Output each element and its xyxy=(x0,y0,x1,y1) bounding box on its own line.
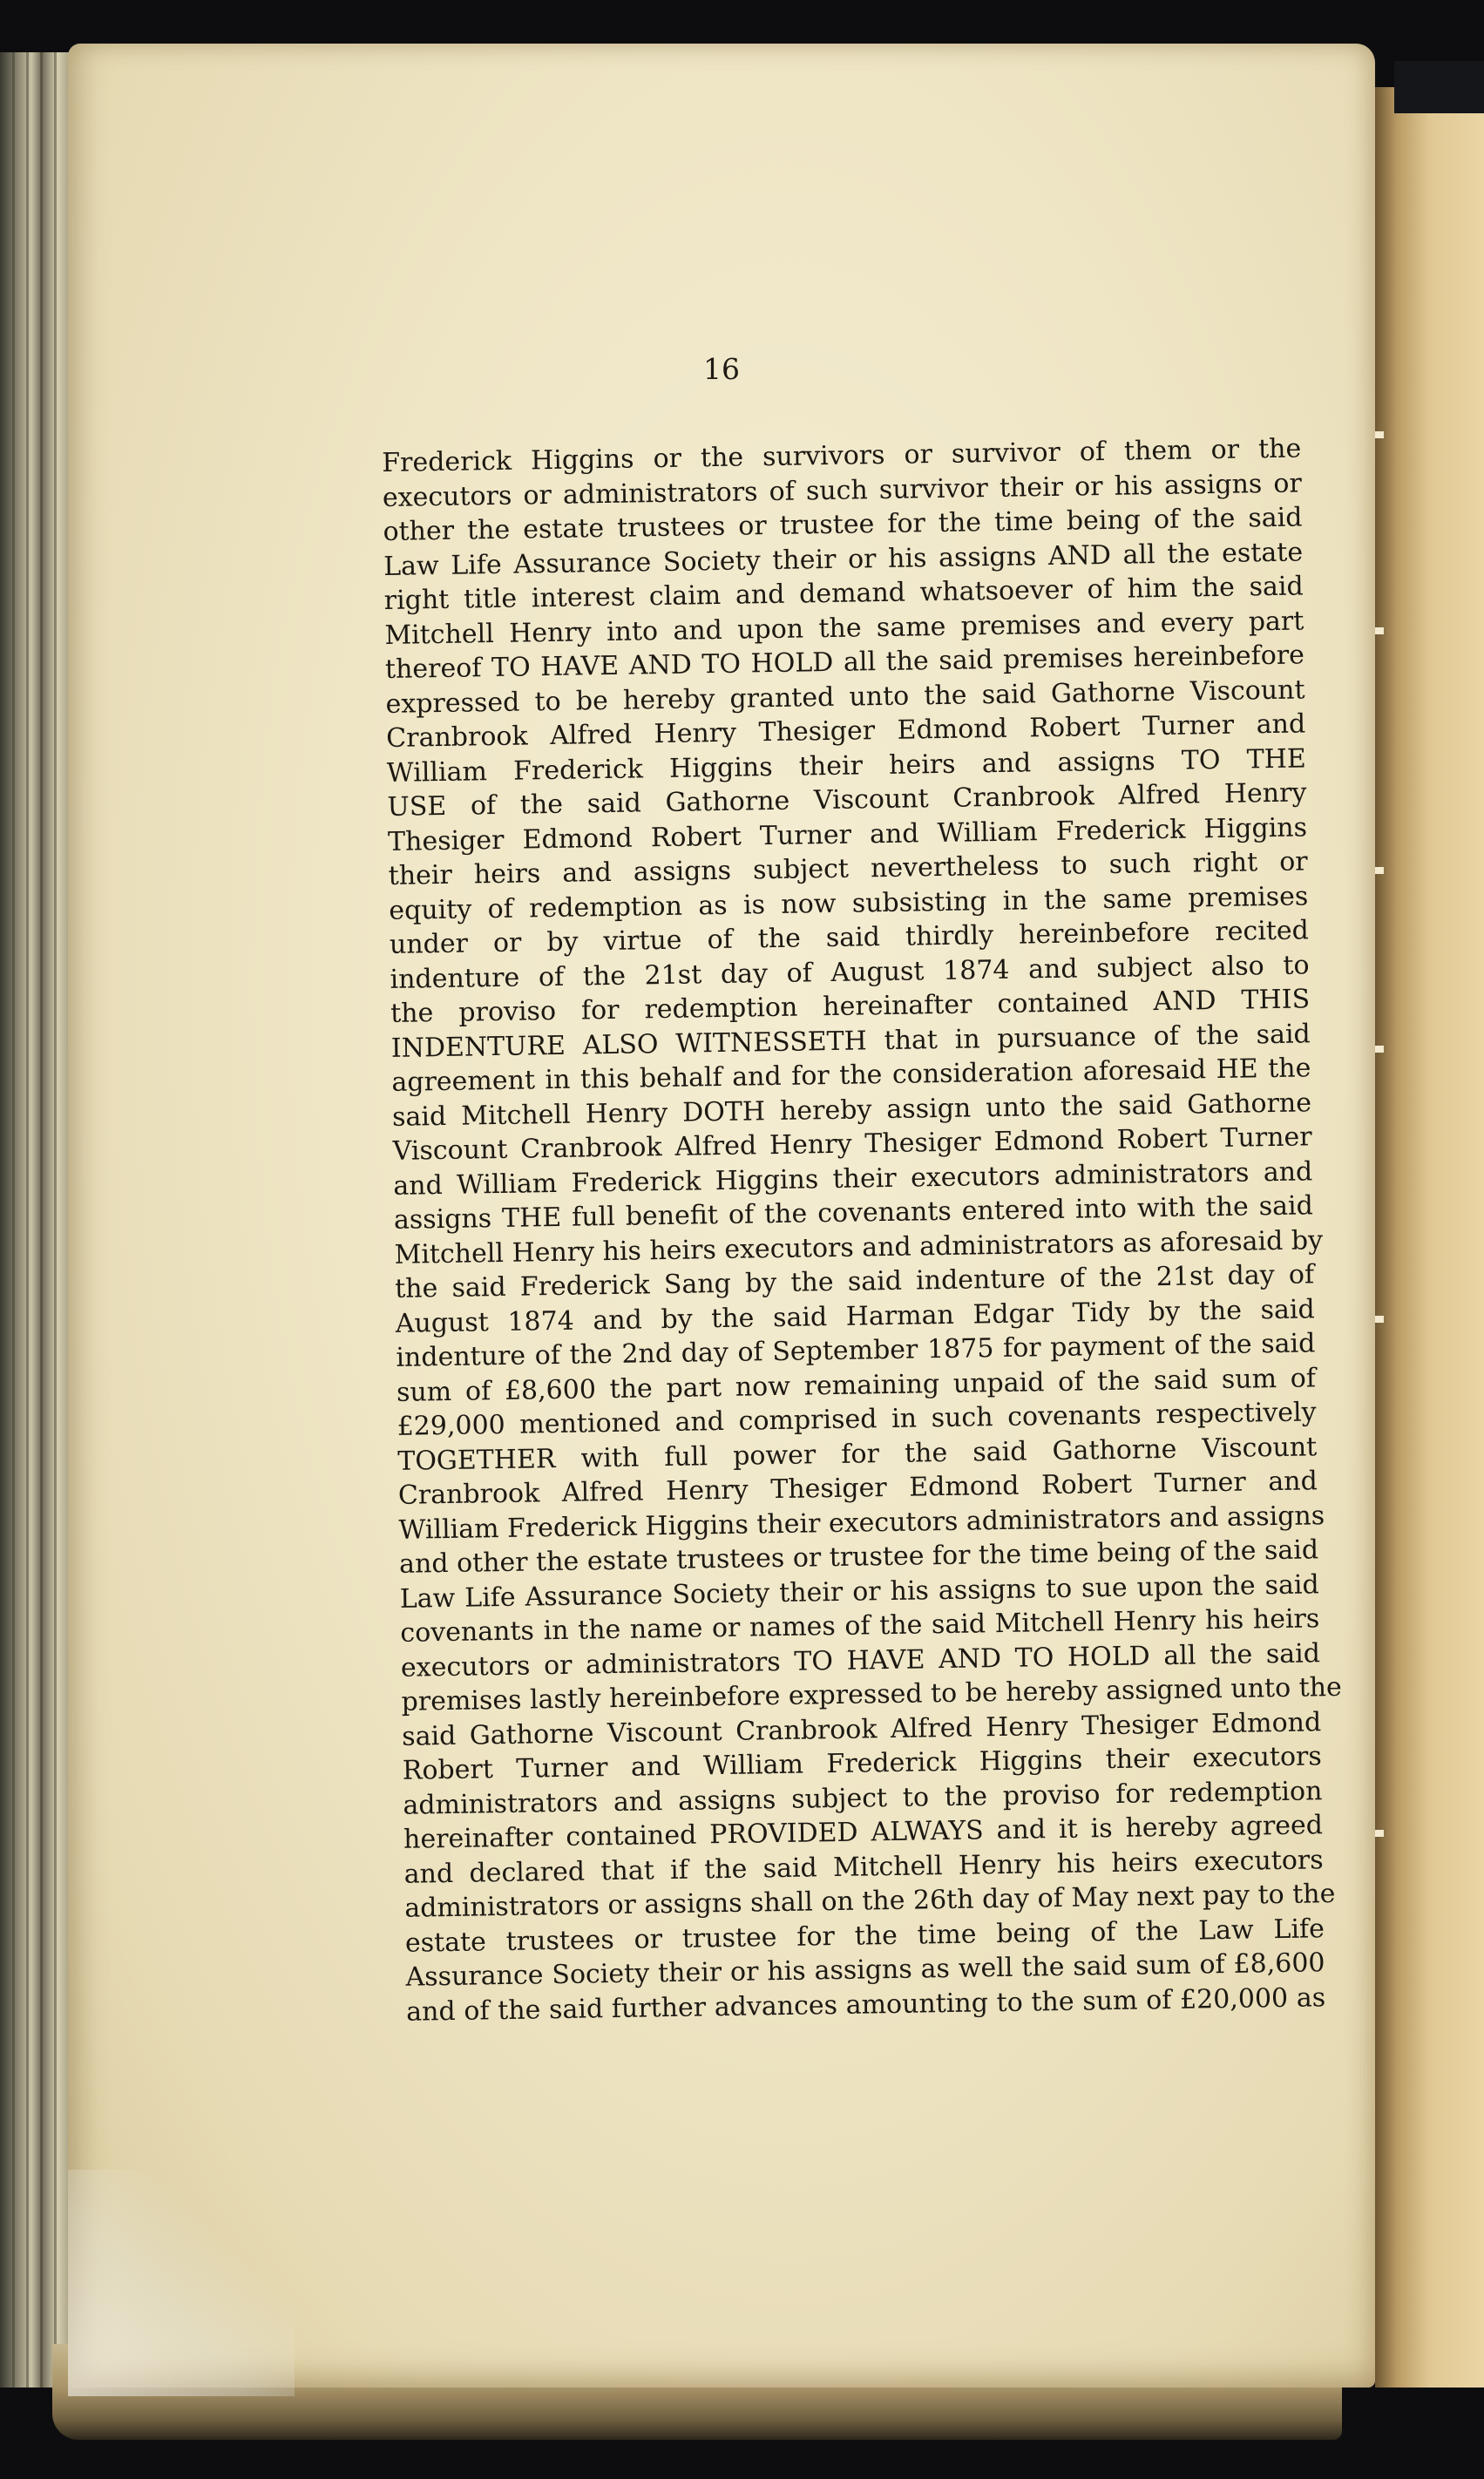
text-line: TOGETHER with full power for the said Gathorne Viscount xyxy=(397,1431,1318,1477)
text-line: equity of redemption as is now subsisting in the same premises xyxy=(389,880,1309,926)
text-line: other the estate trustees or trustee for the time being of the said xyxy=(383,502,1303,547)
page-nick xyxy=(1375,867,1384,874)
page-nick xyxy=(1375,431,1384,438)
text-line: premises lastly hereinbefore expressed to be hereby assigned unto the xyxy=(401,1671,1343,1717)
text-line: £29,000 mentioned and comprised in such covenants respectively xyxy=(396,1397,1317,1442)
text-line: thereof TO HAVE AND TO HOLD all the said premises hereinbefore xyxy=(384,640,1305,685)
body-text xyxy=(382,431,1343,2029)
text-line: said Gathorne Viscount Cranbrook Alfred Henry Thesiger Edmond xyxy=(401,1706,1322,1752)
text-line: Thesiger Edmond Robert Turner and William Frederick Higgins xyxy=(387,811,1308,857)
text-line: the said Frederick Sang by the said indenture of the 21st day of xyxy=(394,1259,1315,1304)
text-line: expressed to be hereby granted unto the said Gathorne Viscount xyxy=(385,674,1305,720)
text-line: assigns THE full benefit of the covenants entered into with the said xyxy=(393,1190,1314,1236)
text-line: administrators and assigns subject to the proviso for redemption xyxy=(403,1775,1323,1821)
text-line: right title interest claim and demand whatsoever of him the said xyxy=(383,571,1304,616)
text-line: hereinafter contained PROVIDED ALWAYS and it is hereby agreed xyxy=(403,1810,1324,1855)
text-line: August 1874 and by the said Harman Edgar Tidy by the said xyxy=(395,1293,1315,1339)
text-line: Robert Turner and William Frederick Higgins their executors xyxy=(402,1741,1323,1786)
text-line: Viscount Cranbrook Alfred Henry Thesiger Edmond Robert Turner xyxy=(392,1121,1312,1167)
text-line: Cranbrook Alfred Henry Thesiger Edmond Robert Turner and xyxy=(397,1466,1318,1511)
text-line: covenants in the name or names of the said Mitchell Henry his heirs xyxy=(400,1603,1320,1649)
text-line: William Frederick Higgins their heirs and assigns TO THE xyxy=(386,742,1307,789)
text-line: their heirs and assigns subject nevertheless to such right or xyxy=(388,846,1308,891)
corner-tab xyxy=(1394,61,1484,113)
text-line: Mitchell Henry into and upon the same premises and every part xyxy=(384,605,1304,651)
text-line: INDENTURE ALSO WITNESSETH that in pursuance of the said xyxy=(390,1018,1311,1064)
text-line: Law Life Assurance Society their or his assigns AND all the estate xyxy=(383,536,1304,582)
page-nick xyxy=(1375,1316,1384,1323)
text-line: Frederick Higgins or the survivors or survivor of them or the xyxy=(382,433,1302,478)
page-nick xyxy=(1375,627,1384,634)
facing-page-edge xyxy=(1375,87,1484,2388)
text-line: indenture of the 2nd day of September 1875 for payment of the said xyxy=(396,1328,1316,1373)
text-line: said Mitchell Henry DOTH hereby assign unto the said Gathorne xyxy=(391,1087,1312,1133)
page-number: 16 xyxy=(703,352,740,386)
page-nick xyxy=(1375,1046,1384,1053)
text-line: and William Frederick Higgins their executors administrators and xyxy=(393,1155,1313,1202)
text-line: USE of the said Gathorne Viscount Cranbrook Alfred Henry xyxy=(387,777,1307,823)
text-line: administrators or assigns shall on the 26th day of May next pay to the xyxy=(404,1879,1336,1924)
text-line: executors or administrators TO HAVE AND TO HOLD all the said xyxy=(400,1637,1321,1683)
text-line: Mitchell Henry his heirs executors and administrators as aforesaid by xyxy=(394,1224,1324,1270)
text-line: estate trustees or trustee for the time being of the Law Life xyxy=(404,1913,1325,1959)
text-line: and declared that if the said Mitchell Henry his heirs executors xyxy=(403,1844,1324,1890)
text-line: Law Life Assurance Society their or his assigns to sue upon the said xyxy=(399,1568,1319,1615)
text-line: and of the said further advances amounting to the sum of £20,000 as xyxy=(405,1981,1326,2028)
text-line: indenture of the 21st day of August 1874 and subject also to xyxy=(390,949,1310,995)
text-line: and other the estate trustees or trustee for the time being of the said xyxy=(398,1534,1319,1580)
page-nick xyxy=(1375,1830,1384,1837)
text-line: Cranbrook Alfred Henry Thesiger Edmond Robert Turner and xyxy=(385,708,1306,754)
text-line: William Frederick Higgins their executors administrators and assigns xyxy=(398,1500,1325,1546)
text-line: agreement in this behalf and for the consideration aforesaid HE the xyxy=(391,1053,1311,1098)
page-corner-glare xyxy=(68,2170,295,2396)
text-line: sum of £8,600 the part now remaining unpaid of the said sum of xyxy=(396,1362,1317,1408)
text-line: Assurance Society their or his assigns as well the said sum of £8,600 xyxy=(405,1947,1325,1993)
text-line: under or by virtue of the said thirdly hereinbefore recited xyxy=(389,915,1310,960)
text-line: executors or administrators of such survivor their or his assigns or xyxy=(382,467,1303,513)
text-line: the proviso for redemption hereinafter contained AND THIS xyxy=(390,984,1311,1029)
document-page xyxy=(68,44,1375,2388)
